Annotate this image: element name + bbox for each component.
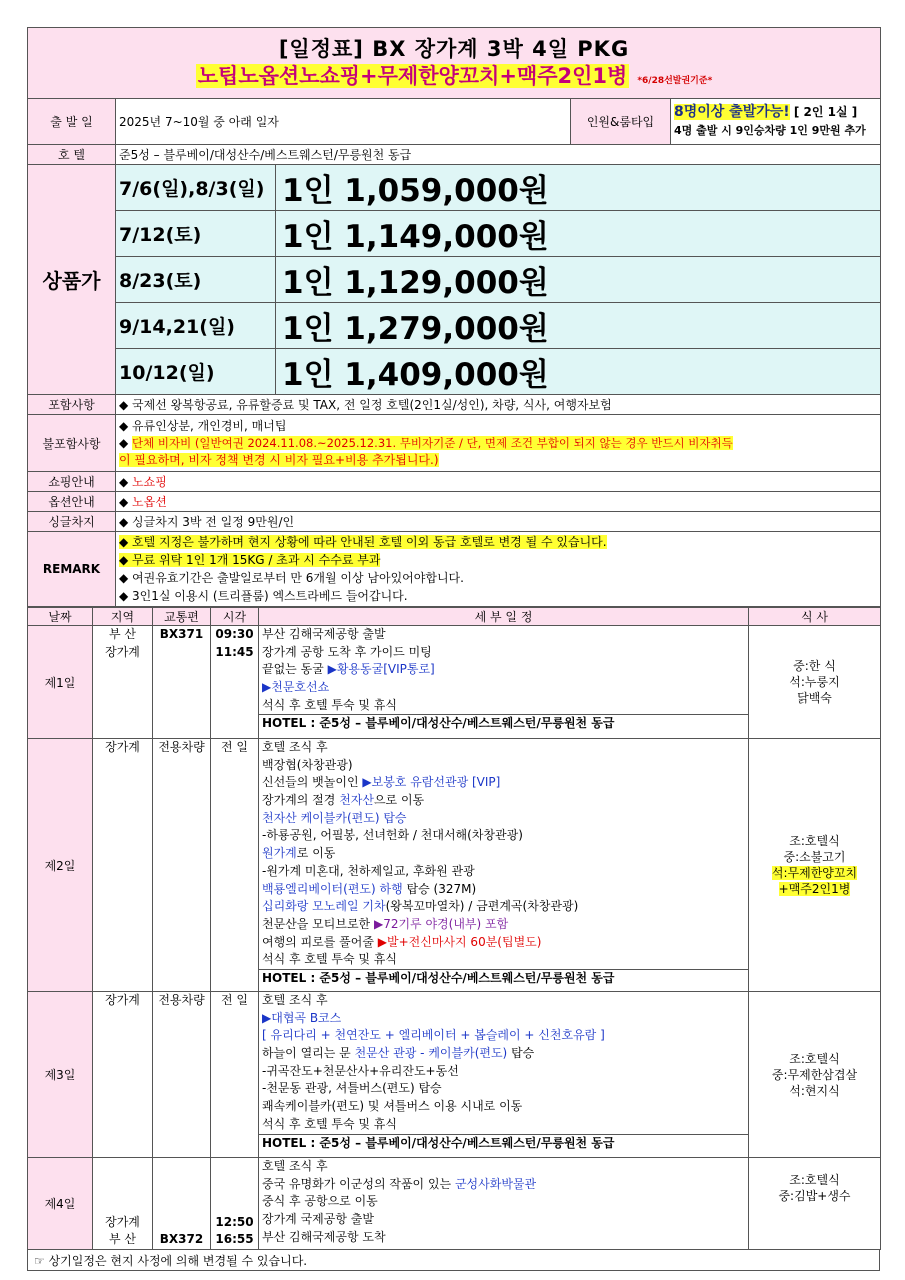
day-time [211,626,259,739]
meal-text: 석:현지식 [789,1083,840,1098]
page-title: [일정표] BX 장가계 3박 4일 PKG [278,37,630,61]
area-text: 부 산 [109,627,136,641]
option-bullet: ◆ [119,495,133,509]
hotel-line: HOTEL : 준5성 – 블루베이/대성산수/베스트웨스턴/무릉원천 동급 [259,969,748,988]
room-type: [ 2인 1실 ] [789,105,858,119]
area-text: 부 산 [109,1232,136,1247]
meal-text: 중:김밥+생수 [778,1189,851,1203]
meal-highlight: +맥주2인1병 [778,882,851,896]
price-date: 7/6(일),8/3(일) [116,165,276,211]
detail-line [262,774,745,792]
option-value [116,492,881,512]
detail-text: 로 이동 [296,846,336,861]
day-detail [259,992,749,1158]
depart-value: 2025년 7~10월 중 아래 일자 [116,99,571,145]
day-meal [749,992,881,1158]
col-day: 날짜 [28,608,93,626]
detail-text: 여행의 피로를 풀어줄 [262,934,378,949]
excluded-label: 불포함사항 [28,415,116,472]
price-date: 7/12(토) [116,211,276,257]
day-time [211,992,259,1158]
time-text: 12:50 [215,1214,254,1229]
included-label: 포함사항 [28,395,116,415]
itinerary-sheet [27,27,880,1271]
detail-highlight: 원가계 [262,846,297,861]
day-label: 제4일 [28,1158,93,1250]
detail-line [262,881,745,899]
price-amount: 1인 1,149,000원 [276,211,881,257]
day-meal [749,739,881,992]
hotel-line: HOTEL : 준5성 – 블루베이/대성산수/베스트웨스턴/무릉원천 동급 [259,1134,748,1153]
detail-line: 중식 후 공항으로 이동 [262,1194,378,1209]
flight-number: BX372 [159,1232,204,1247]
price-amount: 1인 1,059,000원 [276,165,881,211]
excluded-bullet: ◆ [119,435,133,450]
time-text: 전 일 [221,740,248,754]
detail-highlight: 군성사화박물관 [454,1176,537,1191]
remark-line: ◆ 무료 위탁 1인 1개 15KG / 초과 시 수수료 부과 [119,553,381,567]
detail-line: 장가계 국제공항 출발 [262,1212,374,1227]
room-note: 4명 출발 시 9인승차량 1인 9만원 추가 [674,124,866,137]
detail-highlight: ▶황용동굴[VIP통로] [327,662,435,677]
detail-line [262,934,745,952]
area-text: 장가계 [105,1214,140,1229]
detail-line: [ 유리다리 + 천연잔도 + 엘리베이터 + 봅슬레이 + 신천호유람 ] [262,1028,605,1043]
day-row [28,1158,881,1250]
col-meal: 식 사 [749,608,881,626]
day-area [93,1158,153,1250]
detail-line: -귀곡잔도+천문산사+유리잔도+동선 [262,1063,459,1078]
shopping-value [116,472,881,492]
meal-text: 석:누룽지 [789,675,840,689]
shopping-text: 노쇼핑 [132,475,167,489]
detail-line: ▶대협곡 B코스 [262,1010,342,1025]
room-value [671,99,881,145]
detail-text: 중국 유명화가 이군성의 작품이 있는 [262,1176,455,1191]
detail-highlight: 십리화랑 모노레일 기차 [262,899,386,914]
price-amount: 1인 1,279,000원 [276,303,881,349]
option-label: 옵션안내 [28,492,116,512]
detail-line: 백장협(차창관광) [262,757,353,772]
room-label: 인원&룸타입 [571,99,671,145]
transport-text: 전용차량 [158,993,205,1007]
price-amount: 1인 1,409,000원 [276,349,881,395]
detail-line: 호텔 조식 후 [262,740,328,754]
meal-text: 중:한 식 [793,659,836,673]
day-transport [153,626,211,739]
time-text: 09:30 [215,627,254,641]
detail-highlight: ▶72기루 야경(내부) 포함 [373,916,509,931]
price-date: 10/12(일) [116,349,276,395]
detail-highlight: ▶발+전신마사지 60분(팁별도) [377,934,542,949]
detail-text: 장가계의 절경 [262,793,340,808]
day-transport [153,739,211,992]
detail-text: 신선들의 뱃놀이인 [262,775,363,790]
transport-text: 전용차량 [158,740,205,754]
detail-line [262,898,745,916]
col-transport: 교통편 [153,608,211,626]
day-row [28,992,881,1158]
detail-line: 호텔 조식 후 [262,1159,328,1173]
col-time: 시각 [211,608,259,626]
meal-highlight: 석:무제한양꼬치 [771,866,858,880]
summary-table [27,27,881,607]
detail-text: 천문산을 모티브로한 [262,916,374,931]
col-area: 지역 [93,608,153,626]
price-label: 상품가 [28,165,116,395]
detail-line: 부산 김해국제공항 도착 [262,1229,386,1244]
remark-line: ◆ 3인1실 이용시 (트리플룸) 엑스트라베드 들어갑니다. [119,589,408,603]
detail-line [262,661,745,679]
detail-text: 으로 이동 [373,793,425,808]
detail-text: (왕복꼬마열차) / 금편계곡(차창관광) [385,899,579,914]
detail-line: 쾌속케이블카(편도) 및 셔틀버스 이용 시내로 이동 [262,1099,523,1114]
day-detail [259,1158,749,1250]
page-subtitle: 노팁노옵션노쇼핑+무제한양꼬치+맥주2인1병 [197,64,628,88]
detail-line [262,792,745,810]
flight-number: BX371 [159,627,204,641]
area-text: 장가계 [105,644,140,659]
detail-line: 부산 김해국제공항 출발 [262,627,386,641]
remark-value [116,532,881,607]
detail-line: 석식 후 호텔 투숙 및 휴식 [262,697,397,712]
price-amount: 1인 1,129,000원 [276,257,881,303]
detail-line [262,1176,745,1194]
footer-note: ☞ 상기일정은 현지 사정에 의해 변경될 수 있습니다. [27,1250,880,1271]
meal-text: 조:호텔식 [789,1173,840,1187]
hotel-line: HOTEL : 준5성 – 블루베이/대성산수/베스트웨스턴/무릉원천 동급 [259,714,748,733]
day-label: 제1일 [28,626,93,739]
detail-text: 탑승 [507,1046,535,1061]
detail-text: 탑승 (327M) [402,881,477,896]
day-time [211,1158,259,1250]
detail-line [262,916,745,934]
title-block [28,28,881,99]
area-text: 장가계 [105,740,140,754]
excluded-visa-line-2: 이 필요하며, 비자 정책 변경 시 비자 필요+비용 추가됩니다.) [119,452,439,467]
day-time [211,739,259,992]
detail-line: -원가계 미혼대, 천하제일교, 후화원 관광 [262,863,475,878]
day-row [28,739,881,992]
schedule-table [27,607,881,1250]
detail-line: ▶천문호선쇼 [262,680,330,695]
detail-line [262,845,745,863]
room-highlight: 8명이상 출발가능! [674,104,790,120]
day-meal [749,626,881,739]
day-area [93,739,153,992]
day-area [93,626,153,739]
meal-text: 중:무제한삼겹살 [771,1067,858,1082]
detail-highlight: 천자산 [339,793,374,808]
excluded-visa-line-1: 단체 비자비 (일반여권 2024.11.08.~2025.12.31. 무비자기준 / 단, 면제 조건 부합이 되지 않는 경우 반드시 비자취득 [132,435,733,450]
detail-highlight: 백룡엘리베이터(편도) 하행 [262,881,403,896]
meal-text: 조:호텔식 [789,834,840,848]
hotel-label: 호 텔 [28,145,116,165]
hotel-value: 준5성 – 블루베이/대성산수/베스트웨스턴/무릉원천 동급 [116,145,881,165]
detail-line [262,1045,745,1063]
time-text: 전 일 [221,993,248,1007]
detail-line: 석식 후 호텔 투숙 및 휴식 [262,952,397,967]
remark-line: ◆ 여권유효기간은 출발일로부터 만 6개월 이상 남아있어야합니다. [119,571,464,585]
day-detail [259,739,749,992]
detail-line: -하룡공원, 어필봉, 선녀헌화 / 천대서해(차창관광) [262,828,523,843]
price-date: 8/23(토) [116,257,276,303]
day-detail [259,626,749,739]
day-transport [153,1158,211,1250]
excluded-value [116,415,881,472]
detail-highlight: 천문산 관광 - 케이블카(편도) [354,1046,508,1061]
day-row [28,626,881,739]
meal-text: 닭백숙 [797,691,832,705]
option-text: 노옵션 [132,495,167,509]
price-date: 9/14,21(일) [116,303,276,349]
excluded-line-1: ◆ 유류인상분, 개인경비, 매너팁 [119,418,287,433]
day-label: 제2일 [28,739,93,992]
day-meal [749,1158,881,1250]
detail-line: 천자산 케이블카(편도) 탑승 [262,810,407,825]
shopping-label: 쇼핑안내 [28,472,116,492]
detail-line: -천문동 관광, 셔틀버스(편도) 탑승 [262,1081,442,1096]
area-text: 장가계 [105,993,140,1007]
day-area [93,992,153,1158]
remark-label: REMARK [28,532,116,607]
col-detail: 세 부 일 정 [259,608,749,626]
single-label: 싱글차지 [28,512,116,532]
included-value: ◆ 국제선 왕복항공료, 유류할증료 및 TAX, 전 일정 호텔(2인1실/성인), 차량, 식사, 여행자보험 [116,395,881,415]
single-value: ◆ 싱글차지 3박 전 일정 9만원/인 [116,512,881,532]
subtitle-note: *6/28선발권기준* [637,76,713,86]
depart-label: 출 발 일 [28,99,116,145]
time-text: 11:45 [215,644,254,659]
detail-text: 끝없는 동굴 [262,662,328,677]
remark-line: ◆ 호텔 지정은 불가하며 현지 상황에 따라 안내된 호텔 이외 동급 호텔로 변경 될 수 있습니다. [119,535,607,549]
detail-line: 호텔 조식 후 [262,993,328,1007]
detail-text: 하늘이 열리는 문 [262,1046,355,1061]
detail-highlight: ▶보봉호 유람선관광 [VIP] [362,775,501,790]
detail-line: 석식 후 호텔 투숙 및 휴식 [262,1116,397,1131]
meal-text: 중:소불고기 [783,850,846,864]
day-label: 제3일 [28,992,93,1158]
day-transport [153,992,211,1158]
meal-text: 조:호텔식 [789,1051,840,1066]
shopping-bullet: ◆ [119,475,133,489]
detail-line: 장가계 공항 도착 후 가이드 미팅 [262,644,432,659]
time-text: 16:55 [215,1232,254,1247]
